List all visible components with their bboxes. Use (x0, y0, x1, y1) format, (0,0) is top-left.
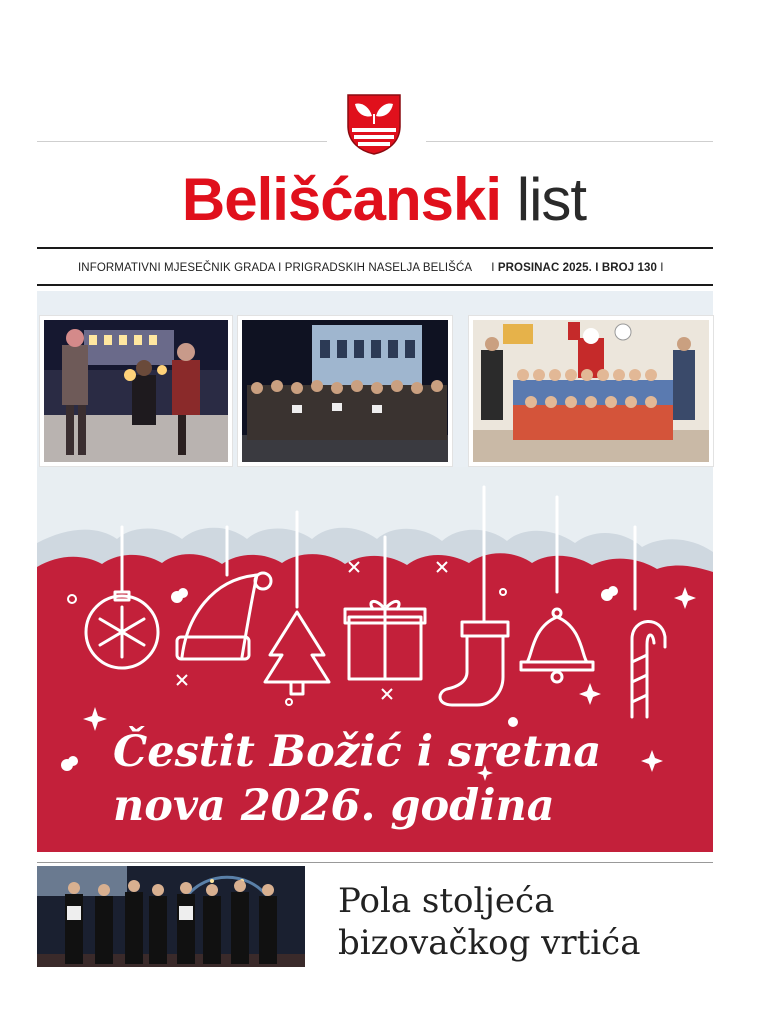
feature-headline-line-1: Pola stoljeća (338, 881, 555, 921)
city-coat-of-arms-icon (345, 92, 403, 156)
masthead-title-red: Belišćanski (181, 166, 502, 233)
feature-headline[interactable] (338, 880, 718, 964)
separator: I (491, 262, 495, 274)
photo-sparklers (40, 316, 232, 466)
header-rule-right (426, 141, 713, 142)
masthead-rule-top (37, 247, 713, 249)
photo-strip (37, 291, 713, 467)
feature-rule (37, 862, 713, 863)
masthead-tagline: INFORMATIVNI MJESEČNIK GRADA I PRIGRADSKIH NASELJA BELIŠĆA (78, 262, 472, 274)
masthead-title-dark: list (516, 166, 587, 233)
photo-choir-night (238, 316, 452, 466)
holiday-greeting (113, 725, 703, 833)
photo-children-group (469, 316, 713, 466)
masthead-subline (78, 262, 718, 274)
greeting-line-1: Čestit Božić i sretna (113, 727, 602, 777)
issue-info: PROSINAC 2025. I BROJ 130 (497, 262, 657, 274)
header-rule-left (37, 141, 327, 142)
feature-headline-line-2: bizovačkog vrtića (338, 923, 641, 963)
christmas-banner (37, 467, 713, 852)
photo-choir-stage (37, 866, 305, 967)
masthead-rule-bottom (37, 284, 713, 286)
separator: I (660, 262, 664, 274)
greeting-line-2: nova 2026. godina (113, 781, 555, 831)
masthead-title (0, 162, 768, 238)
